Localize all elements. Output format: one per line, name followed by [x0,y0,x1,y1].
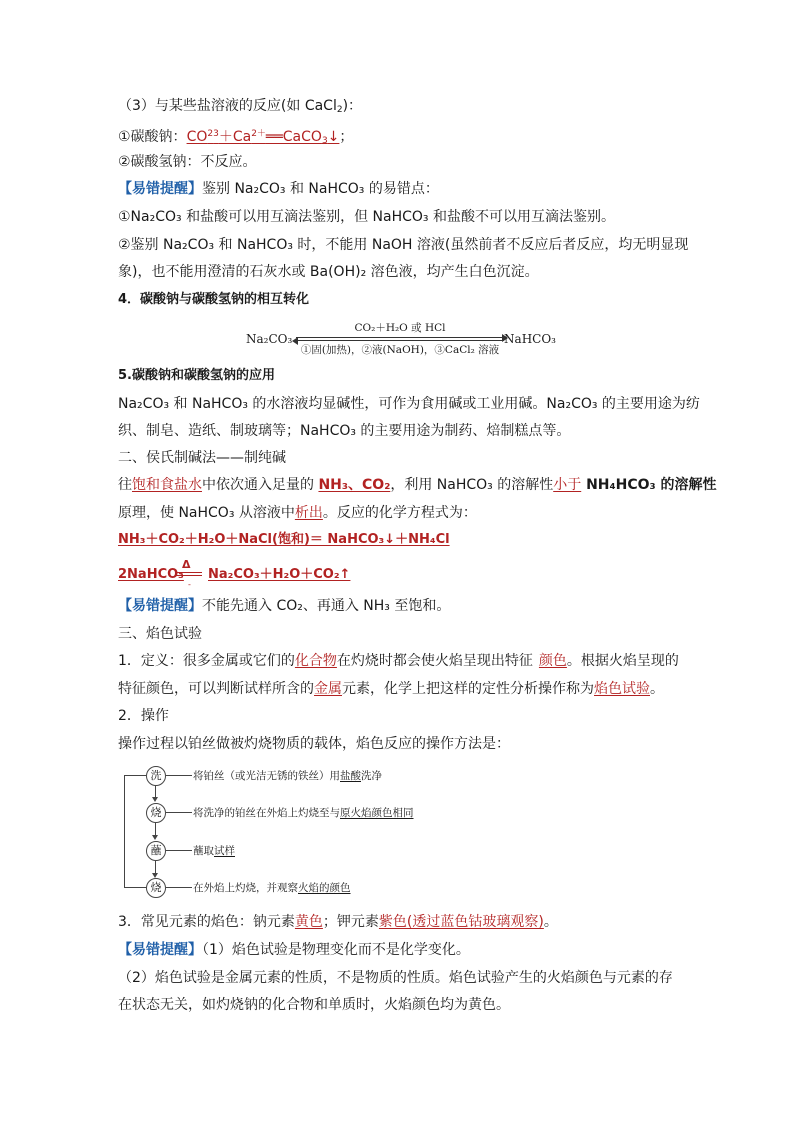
heading-5: 5.碳酸钠和碳酸氢钠的应用 [118,368,275,383]
definition-line-1 [118,651,679,671]
tip-1-b2: 象)，也不能用澄清的石灰水或 Ba(OH)₂ 溶色液，均产生白色沉淀。 [118,264,539,280]
tip-label: 【易错提醒】 [118,181,202,197]
section-3-text: （3）与某些盐溶液的反应(如 CaCl [118,98,337,114]
common-colors-line [118,912,558,932]
text: ；钾元素 [322,914,379,930]
equal-line [176,575,202,576]
step-burn-circle: 烧 [146,803,166,823]
step-connector [166,812,192,813]
answer-less-than: 小于 [553,477,582,493]
eq-part: ＋Ca [218,129,252,145]
text: ，利用 NaHCO₃ 的溶解性 [390,477,554,493]
text: 在灼烧时都会使火焰呈现出特征 [336,653,533,669]
reverse-arrow [296,340,504,341]
text: 。 [543,914,558,930]
step-burn-observe-circle: 烧 [146,878,166,898]
flow-arrow [152,797,158,802]
text: 将铂丝（或光洁无锈的铁丝）用 [193,770,340,782]
eq2-left: 2NaHCO₃ [118,567,184,582]
delta-symbol: Δ [182,558,191,571]
application-2: 织、制皂、造纸、制玻璃等；NaHCO₃ 的主要用途为制药、焙制糕点等。 [118,423,571,439]
text: 中依次通入足量的 [202,477,319,493]
step-connector [166,887,192,888]
step-connector [166,850,192,851]
text: 元素，化学上把这样的定性分析操作称为 [342,681,594,697]
na2co3-label: ①碳酸钠： [118,129,187,145]
section-3-title [118,96,362,120]
na2co3-equation [187,129,340,145]
tip-label: 【易错提醒】 [118,942,202,958]
step-wash-circle: 洗 [146,766,166,786]
answer-gases: NH₃、CO₂ [318,477,391,493]
conversion-above: CO₂＋H₂O 或 HCl [354,322,446,334]
equation-1: NH₃＋CO₂＋H₂O＋NaCl(饱和)＝ NaHCO₃↓＋NH₄Cl [118,532,450,547]
eq-sup: 2 [207,129,214,139]
answer-purple: 紫色(透过蓝色钴玻璃观察) [378,914,544,930]
text: 。反应的化学方程式为： [322,505,477,521]
eq-part: ↓ [327,129,340,145]
tip-2-line [118,596,450,616]
step-dip-circle: 蘸 [146,841,166,861]
answer-saturated-brine: 饱和食盐水 [132,477,202,493]
tip-3-line-2b: 在状态无关，如灼烧钠的化合物和单质时，火焰颜色均为黄色。 [118,997,510,1013]
keyword: 试样 [214,845,235,857]
answer-color: 颜色 [538,653,567,669]
step-burn-text [193,805,414,820]
subscript: 2 [336,105,343,115]
heading-three: 三、焰色试验 [118,626,202,642]
conversion-left: Na₂CO₃ [246,332,293,346]
tip-1-text: 鉴别 Na₂CO₃ 和 NaHCO₃ 的易错点： [202,181,439,197]
nahco3-line: ②碳酸氢钠：不反应。 [118,154,257,170]
flow-arrow [152,835,158,840]
text: 蘸取 [193,845,214,857]
definition-line-2 [118,679,664,699]
text: 3．常见元素的焰色：钠元素 [118,914,295,930]
keyword: 原火焰颜色相同 [340,807,414,819]
eq-sup: 2＋ [251,129,266,139]
step-dip-text [193,843,235,858]
text: 。根据火焰呈现的 [566,653,679,669]
heat-condition [174,558,204,589]
conversion-right: NaHCO₃ [504,332,556,346]
equation-2-right: Na₂CO₃＋H₂O＋CO₂↑ [208,567,351,582]
loop-vertical-line [124,775,125,887]
loop-top-line [124,775,146,776]
text: 特征颜色，可以判断试样所含的 [118,681,314,697]
forward-arrow [296,337,504,338]
answer-flame-test: 焰色试验 [594,681,650,697]
answer-precipitate: 析出 [294,505,323,521]
dash-mark: - [188,580,191,589]
tip-3-text: （1）焰色试验是物理变化而不是化学变化。 [202,942,470,958]
equal-line [176,572,202,573]
conversion-equation [246,318,556,358]
text: 在外焰上灼烧，并观察 [193,882,298,894]
tip-1-b1: ②鉴别 Na₂CO₃ 和 NaHCO₃ 时，不能用 NaOH 溶液(虽然前者不反应后者反应，均无明显现 [118,237,689,253]
text: 原理，使 NaHCO₃ 从溶液中 [118,505,295,521]
hou-line-2 [118,503,477,523]
eq-end: ； [339,129,354,145]
flame-test-flowchart [120,765,420,895]
tip-1-line [118,179,439,199]
conversion-below: ①固(加热)，②液(NaOH)，③CaCl₂ 溶液 [300,344,500,356]
text: 1．定义：很多金属或它们的 [118,653,295,669]
operation-intro: 操作过程以铂丝做被灼烧物质的载体，焰色反应的操作方法是： [118,736,510,752]
text: 洗净 [361,770,382,782]
step-connector [166,775,192,776]
text: 。 [650,681,664,697]
na2co3-reaction-line [118,124,353,151]
step-wash-text [193,768,382,783]
answer-compound: 化合物 [294,653,337,669]
eq-part: CO [186,129,208,145]
tip-3-line [118,940,470,960]
tip-label: 【易错提醒】 [118,598,202,614]
step-burn-observe-text [193,880,351,895]
text: 将洗净的铂丝在外焰上灼烧至与 [193,807,340,819]
keyword: 盐酸 [340,770,361,782]
hou-line-1 [118,475,717,495]
heading-two: 二、侯氏制碱法——制纯碱 [118,450,286,466]
eq-sub: 3 [321,136,328,146]
operation-heading: 2．操作 [118,708,169,724]
text: 往 [118,477,132,493]
application-1: Na₂CO₃ 和 NaHCO₃ 的水溶液均显碱性，可作为食用碱或工业用碱。Na₂CO₃ 的主要用途为纺 [118,396,700,412]
tip-3-line-2a: （2）焰色试验是金属元素的性质，不是物质的性质。焰色试验产生的火焰颜色与元素的存 [118,970,673,986]
text: NH₄HCO₃ 的溶解性 [581,477,717,493]
heading-4: 4．碳酸钠与碳酸氢钠的相互转化 [118,292,310,307]
eq-sup: 3 [213,129,219,139]
loop-bottom-line [124,887,146,888]
eq-part: ══CaCO [265,129,322,145]
keyword: 火焰的颜色 [298,882,351,894]
tip-2-text: 不能先通入 CO₂、再通入 NH₃ 至饱和。 [202,598,451,614]
answer-yellow: 黄色 [294,914,323,930]
answer-metal: 金属 [314,681,342,697]
tip-1-a: ①Na₂CO₃ 和盐酸可以用互滴法鉴别，但 NaHCO₃ 和盐酸不可以用互滴法鉴别。 [118,209,615,225]
section-3-end: )： [342,98,363,114]
